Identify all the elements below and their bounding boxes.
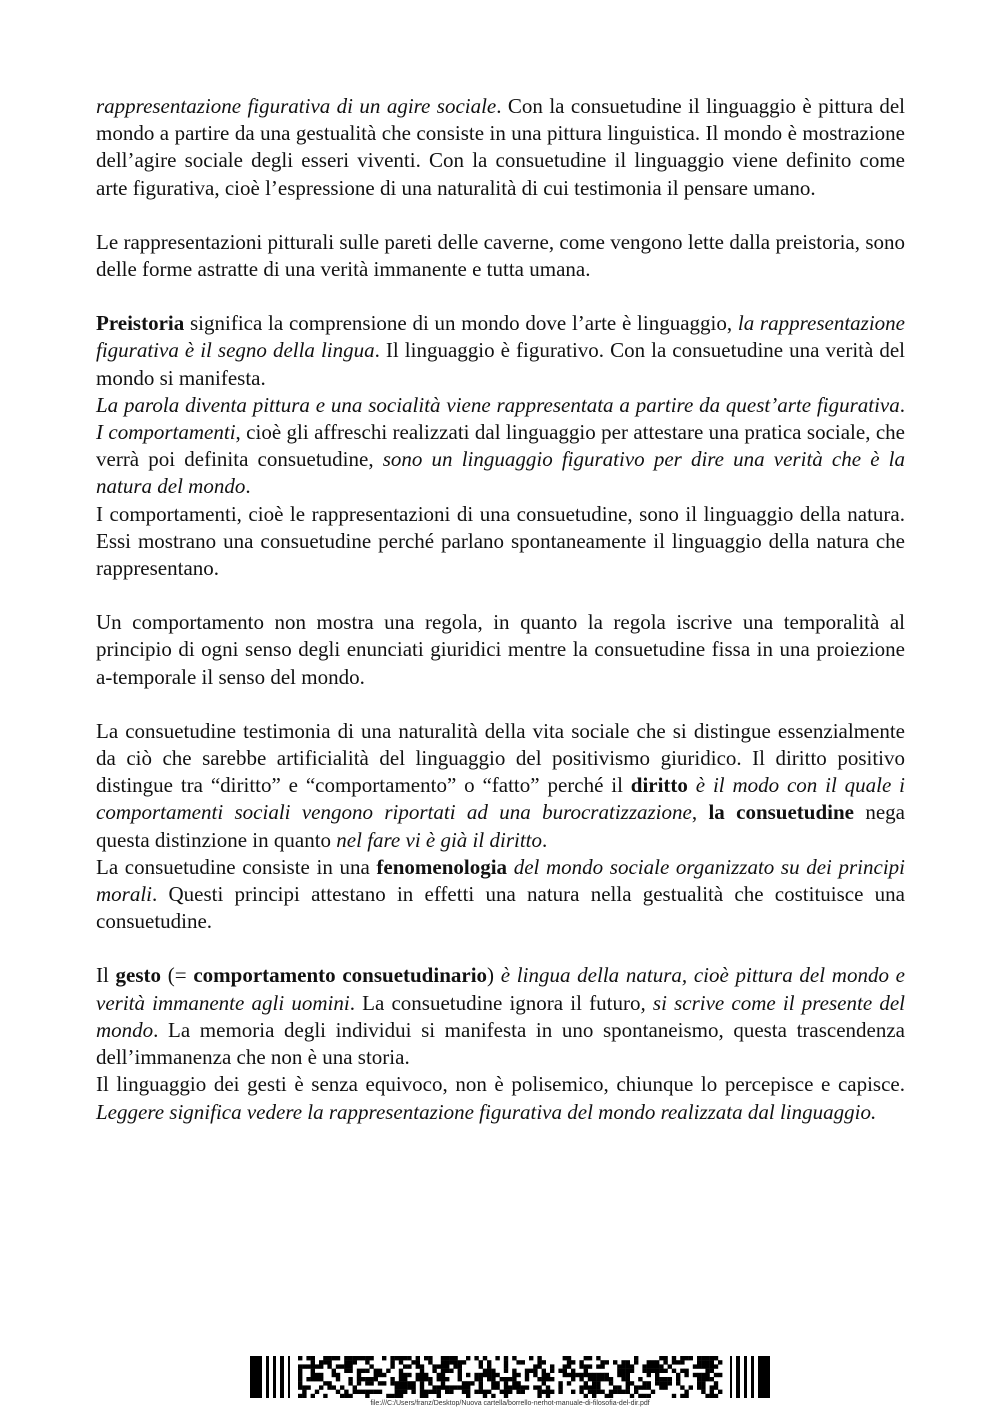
text-run: . Il linguaggio è figurativo. Con la consuetudine una verità del mondo si manifesta. bbox=[96, 338, 905, 390]
italic-text: Leggere significa vedere la rappresentazione figurativa del mondo realizzata dal linguaggio. bbox=[96, 1099, 877, 1124]
paragraph bbox=[96, 1071, 905, 1125]
text-run: Il linguaggio dei gesti è senza equivoco, non è polisemico, chiunque lo percepisce e capisce. bbox=[96, 1072, 905, 1097]
text-run: . bbox=[542, 827, 548, 852]
bold-text: comportamento consuetudinario bbox=[193, 963, 488, 988]
text-run: . La consuetudine ignora il futuro bbox=[349, 990, 641, 1015]
italic-text: è il modo con il quale i comportamenti sociali vengono riportati ad una burocratizzazione bbox=[96, 773, 906, 825]
text-run: . bbox=[245, 474, 251, 499]
text-run: . La memoria degli individui si manifesta in uno spontaneismo, questa trascendenza dell’immanenza che non è una storia. bbox=[96, 1017, 905, 1070]
paragraph bbox=[96, 392, 905, 501]
italic-text: la rappresentazione figurativa è il segno della lingua bbox=[96, 311, 905, 363]
italic-text: è lingua della natura, cioè pittura del mondo e verità immanente agli uomini bbox=[96, 963, 906, 1015]
text-run: La consuetudine consiste in una bbox=[96, 854, 377, 879]
barcode-image bbox=[250, 1356, 770, 1398]
paragraph bbox=[96, 229, 905, 283]
paragraph bbox=[96, 310, 905, 392]
text-run: . Questi principi attestano in effetti una natura nella gestualità che costituisce una consuetudine. bbox=[96, 882, 905, 934]
paragraph bbox=[96, 718, 905, 854]
text-run: , bbox=[691, 800, 709, 825]
italic-text: rappresentazione figurativa di un agire sociale bbox=[96, 94, 497, 118]
text-run: Il bbox=[96, 963, 116, 988]
italic-text: I comportamenti bbox=[96, 420, 236, 445]
file-path-footer: file:///C:/Users/franz/Desktop/Nuova cartella/borrello-nerhot-manuale-di-filosofia-del-dir.pdf bbox=[370, 1400, 650, 1407]
text-run: , cioè gli affreschi realizzati dal linguaggio per attestare una pratica sociale, che verrà poi definita consuetudine, bbox=[96, 420, 905, 472]
text-run: . Con la consuetudine il linguaggio è pittura del mondo a partire da una gestualità che consiste in una pittura linguistica. Il mondo è mostrazione dell’agire sociale degli esseri viventi. Con la consuetudine il linguaggio viene definito come arte figurativa, cioè l’espressione di una naturalità di cui testimonia il pensare umano. bbox=[96, 94, 905, 200]
text-run: nega questa distinzione in quanto bbox=[96, 800, 905, 852]
text-run: Le rappresentazioni pitturali sulle pareti delle caverne, come vengono lette dalla preistoria, sono delle forme astratte di una verità immanente e tutta umana. bbox=[96, 229, 905, 282]
text-run: I comportamenti, cioè le rappresentazioni di una consuetudine, sono il linguaggio della natura. Essi mostrano una consuetudine perché parlano spontaneamente il linguaggio della natura che rappresentano. bbox=[96, 501, 905, 581]
bold-text: diritto bbox=[630, 773, 688, 798]
bold-text: gesto bbox=[115, 963, 162, 988]
text-run: . bbox=[899, 392, 905, 417]
italic-text: del mondo sociale organizzato su dei principi morali bbox=[96, 854, 906, 907]
bold-text: Preistoria bbox=[96, 311, 185, 336]
italic-text: sono un linguaggio figurativo per dire una verità che è la natura del mondo bbox=[96, 447, 906, 499]
text-run: ) bbox=[487, 963, 501, 988]
text-run: Un comportamento non mostra una regola, in quanto la regola iscrive una temporalità al principio di ogni senso degli enunciati giuridici mentre la consuetudine fissa in una proiezione a-temporale il senso del mondo. bbox=[96, 610, 905, 689]
text-run: significa la comprensione di un mondo dove l’arte è linguaggio, bbox=[184, 311, 738, 336]
paragraph bbox=[96, 609, 905, 691]
document-body bbox=[96, 93, 905, 1126]
text-run bbox=[688, 773, 696, 797]
italic-text: La parola diventa pittura e una socialità viene rappresentata a partire da quest’arte figurativa bbox=[96, 392, 900, 417]
text-run: (= bbox=[161, 963, 194, 988]
paragraph bbox=[96, 854, 905, 936]
italic-text: , si scrive come il presente del mondo bbox=[96, 990, 905, 1042]
bold-text: la consuetudine bbox=[708, 800, 854, 825]
text-run bbox=[507, 855, 514, 879]
paragraph bbox=[96, 501, 905, 583]
italic-text: nel fare vi è già il diritto bbox=[336, 827, 542, 852]
paragraph bbox=[96, 93, 905, 202]
text-run: La consuetudine testimonia di una naturalità della vita sociale che si distingue essenzialmente da ciò che sarebbe artificialità del linguaggio del positivismo giuridico. Il diritto positivo distingue tra “diritto” e “comportamento” o “fatto” perché il bbox=[96, 718, 905, 798]
paragraph bbox=[96, 962, 905, 1071]
bold-text: fenomenologia bbox=[376, 854, 508, 879]
